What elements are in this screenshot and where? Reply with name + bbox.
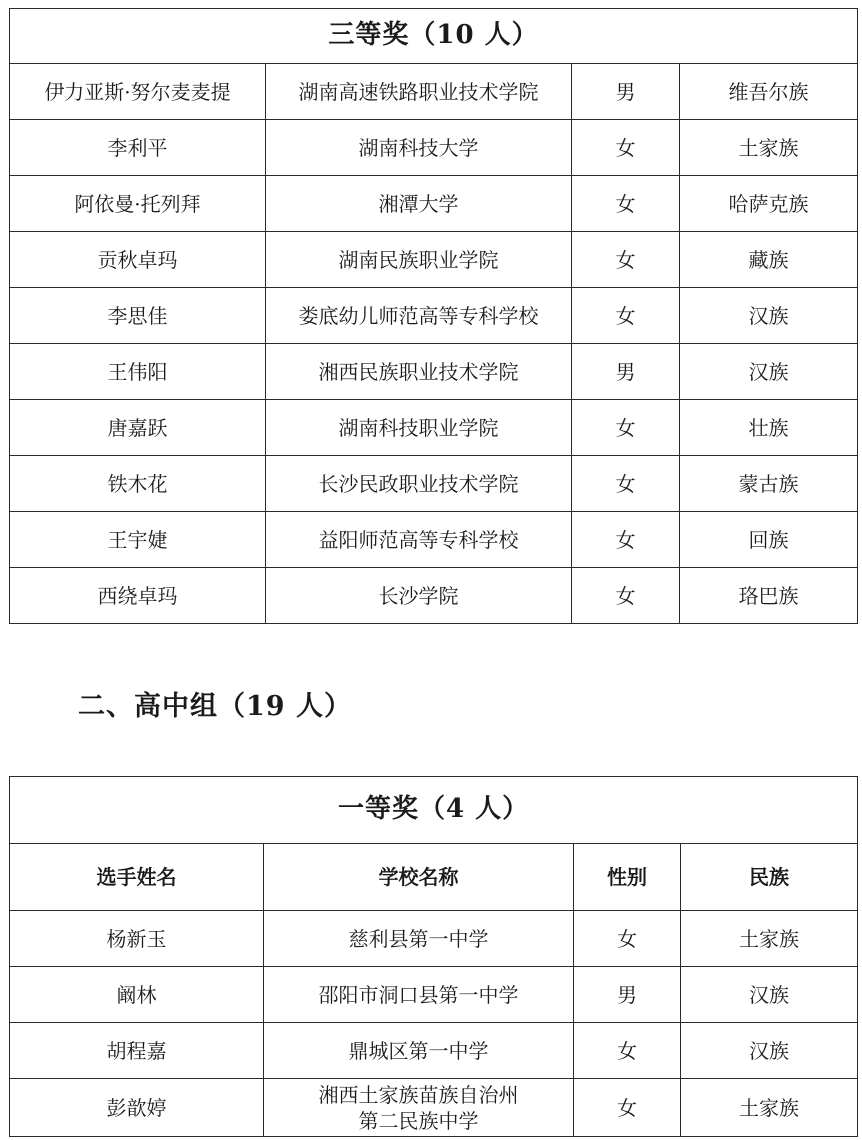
school-name: 湘潭大学 <box>266 176 572 232</box>
first-prize-table <box>9 776 858 1137</box>
table-row <box>10 911 858 967</box>
ethnicity: 回族 <box>680 512 858 568</box>
gender: 女 <box>572 120 680 176</box>
column-header-ethnicity: 民族 <box>681 844 858 911</box>
contestant-name: 西绕卓玛 <box>10 568 266 624</box>
ethnicity: 蒙古族 <box>680 456 858 512</box>
gender: 女 <box>574 1079 681 1137</box>
ethnicity: 藏族 <box>680 232 858 288</box>
gender: 女 <box>572 568 680 624</box>
contestant-name: 伊力亚斯·努尔麦麦提 <box>10 64 266 120</box>
ethnicity: 维吾尔族 <box>680 64 858 120</box>
first-prize-title: 一等奖（4 人） <box>10 777 858 844</box>
gender: 男 <box>572 64 680 120</box>
school-name: 湖南科技大学 <box>266 120 572 176</box>
gender: 女 <box>572 512 680 568</box>
third-prize-title: 三等奖（10 人） <box>10 9 858 64</box>
school-name <box>264 911 574 967</box>
school-name: 益阳师范高等专科学校 <box>266 512 572 568</box>
contestant-name: 王宇婕 <box>10 512 266 568</box>
table-row <box>10 120 858 176</box>
contestant-name: 王伟阳 <box>10 344 266 400</box>
table-row <box>10 176 858 232</box>
school-name-line: 邵阳市洞口县第一中学 <box>318 982 519 1007</box>
table-row <box>10 64 858 120</box>
school-name: 湖南高速铁路职业技术学院 <box>266 64 572 120</box>
table-row <box>10 400 858 456</box>
table-row <box>10 456 858 512</box>
school-name <box>264 1023 574 1079</box>
table-header-row <box>10 844 858 911</box>
ethnicity: 壮族 <box>680 400 858 456</box>
ethnicity: 珞巴族 <box>680 568 858 624</box>
table-row <box>10 1023 858 1079</box>
gender: 女 <box>574 1023 681 1079</box>
school-name: 长沙学院 <box>266 568 572 624</box>
gender: 女 <box>572 400 680 456</box>
gender: 女 <box>572 456 680 512</box>
gender: 女 <box>572 176 680 232</box>
column-header-gender: 性别 <box>574 844 681 911</box>
contestant-name: 杨新玉 <box>10 911 264 967</box>
table-row <box>10 288 858 344</box>
table-row <box>10 512 858 568</box>
contestant-name: 阚林 <box>10 967 264 1023</box>
school-name-line-1: 湘西土家族苗族自治州 <box>318 1082 519 1107</box>
ethnicity: 汉族 <box>681 967 858 1023</box>
gender: 男 <box>574 967 681 1023</box>
gender: 女 <box>572 288 680 344</box>
ethnicity: 哈萨克族 <box>680 176 858 232</box>
contestant-name: 李思佳 <box>10 288 266 344</box>
ethnicity: 汉族 <box>681 1023 858 1079</box>
table-row <box>10 232 858 288</box>
third-prize-table <box>9 8 858 624</box>
school-name-line: 鼎城区第一中学 <box>348 1038 489 1063</box>
school-name <box>264 967 574 1023</box>
contestant-name: 铁木花 <box>10 456 266 512</box>
gender: 男 <box>572 344 680 400</box>
ethnicity: 汉族 <box>680 288 858 344</box>
column-header-school: 学校名称 <box>264 844 574 911</box>
table-row <box>10 344 858 400</box>
ethnicity: 土家族 <box>681 911 858 967</box>
contestant-name: 彭歆婷 <box>10 1079 264 1137</box>
school-name: 湖南民族职业学院 <box>266 232 572 288</box>
gender: 女 <box>572 232 680 288</box>
ethnicity: 汉族 <box>680 344 858 400</box>
contestant-name: 李利平 <box>10 120 266 176</box>
school-name-line: 慈利县第一中学 <box>348 926 489 951</box>
school-name: 湘西民族职业技术学院 <box>266 344 572 400</box>
contestant-name: 胡程嘉 <box>10 1023 264 1079</box>
ethnicity: 土家族 <box>680 120 858 176</box>
school-name: 长沙民政职业技术学院 <box>266 456 572 512</box>
school-name-line-2: 第二民族中学 <box>358 1108 479 1133</box>
school-name <box>264 1079 574 1137</box>
contestant-name: 唐嘉跃 <box>10 400 266 456</box>
column-header-name: 选手姓名 <box>10 844 264 911</box>
section-heading-high-school: 二、高中组（19 人） <box>78 691 352 722</box>
school-name: 娄底幼儿师范高等专科学校 <box>266 288 572 344</box>
school-name: 湖南科技职业学院 <box>266 400 572 456</box>
table-row <box>10 568 858 624</box>
contestant-name: 贡秋卓玛 <box>10 232 266 288</box>
table-row <box>10 967 858 1023</box>
gender: 女 <box>574 911 681 967</box>
table-row <box>10 1079 858 1137</box>
ethnicity: 土家族 <box>681 1079 858 1137</box>
contestant-name: 阿依曼·托列拜 <box>10 176 266 232</box>
